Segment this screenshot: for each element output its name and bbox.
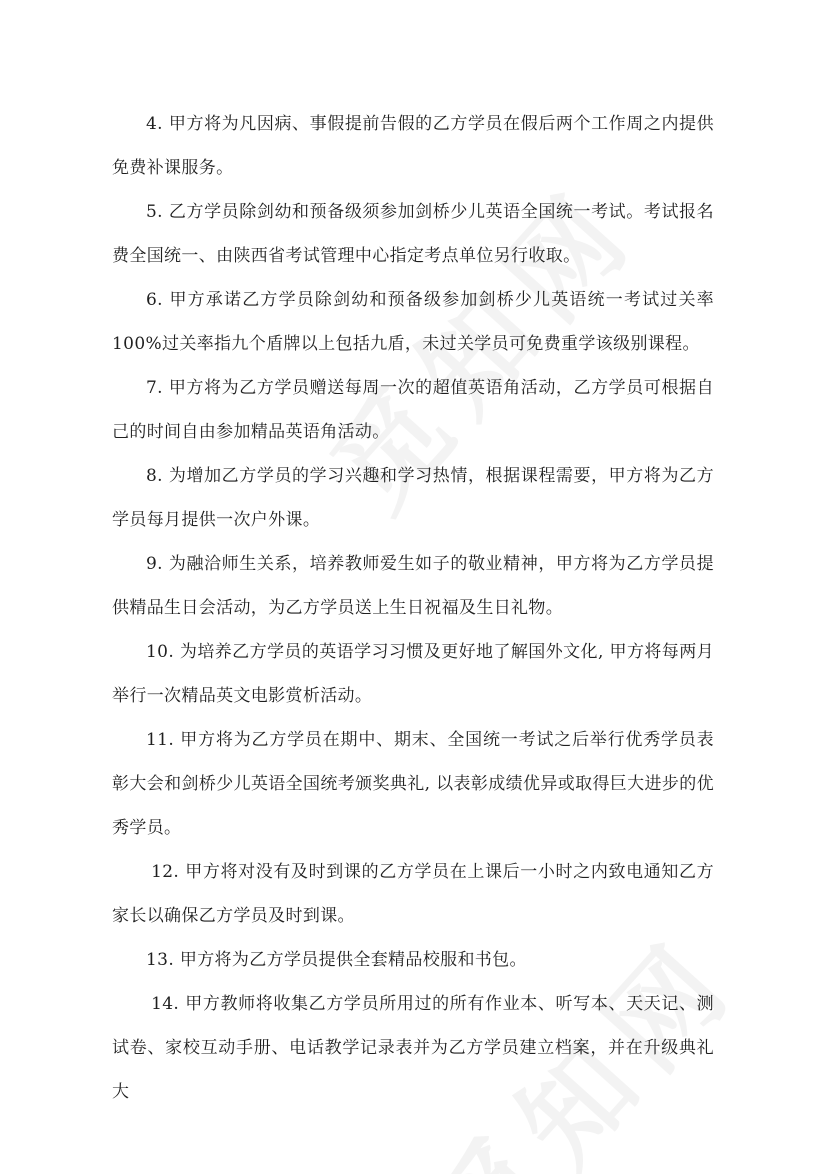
clause-11: 11. 甲方将为乙方学员在期中、期末、全国统一考试之后举行优秀学员表彰大会和剑桥少儿英语全国统考颁奖典礼, 以表彰成绩优异或取得巨大进步的优秀学员。 <box>112 730 714 838</box>
document-body <box>112 102 714 1114</box>
clause-9: 9. 为融洽师生关系，培养教师爱生如子的敬业精神，甲方将为乙方学员提供精品生日会活动，为乙方学员送上生日祝福及生日礼物。 <box>112 554 714 618</box>
clause-14: 14. 甲方教师将收集乙方学员所用过的所有作业本、听写本、天天记、测试卷、家校互动手册、电话教学记录表并为乙方学员建立档案，并在升级典礼大 <box>112 994 714 1102</box>
clause-10: 10. 为培养乙方学员的英语学习习惯及更好地了解国外文化, 甲方将每两月举行一次精品英文电影赏析活动。 <box>112 642 714 706</box>
clause-7: 7. 甲方将为乙方学员赠送每周一次的超值英语角活动，乙方学员可根据自己的时间自由参加精品英语角活动。 <box>112 378 714 442</box>
clause-4: 4. 甲方将为凡因病、事假提前告假的乙方学员在假后两个工作周之内提供免费补课服务。 <box>112 114 714 178</box>
clause-8: 8. 为增加乙方学员的学习兴趣和学习热情，根据课程需要，甲方将为乙方学员每月提供一次户外课。 <box>112 466 714 530</box>
clause-12: 12. 甲方将对没有及时到课的乙方学员在上课后一小时之内致电通知乙方家长以确保乙方学员及时到课。 <box>112 862 714 926</box>
clause-5: 5. 乙方学员除剑幼和预备级须参加剑桥少儿英语全国统一考试。考试报名费全国统一、由陕西省考试管理中心指定考点单位另行收取。 <box>112 202 714 266</box>
clause-6: 6. 甲方承诺乙方学员除剑幼和预备级参加剑桥少儿英语统一考试过关率100%过关率指九个盾牌以上包括九盾，未过关学员可免费重学该级别课程。 <box>112 290 714 354</box>
clause-13: 13. 甲方将为乙方学员提供全套精品校服和书包。 <box>146 950 527 970</box>
